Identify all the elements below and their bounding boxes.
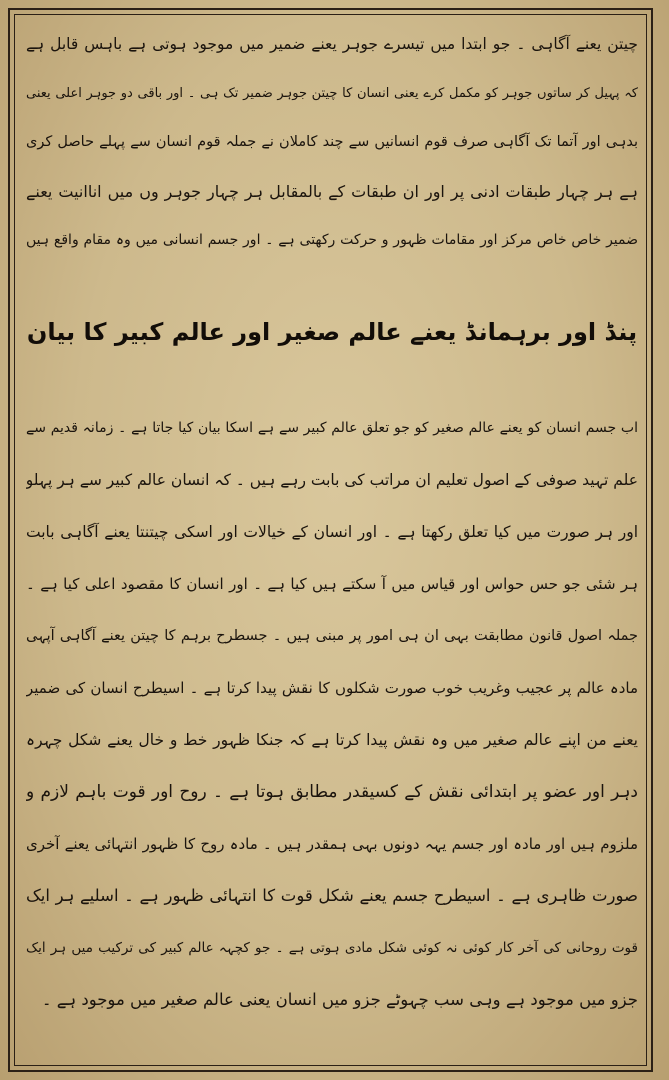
text-line: مادہ عالم پر عجیب وغریب خوب صورت شکلوں کا نقش پیدا کرتا ہے ۔ اسیطرح انسان کی ضمیر xyxy=(26,679,638,697)
text-line: دہر اور عضو پر ابتدائی نقش کے کسیقدر مطابق ہوتا ہے ۔ روح اور قوت باہم لازم و xyxy=(26,782,638,802)
text-line: ضمیر خاص خاص مرکز اور مقامات ظہور و حرکت رکھتی ہے ۔ اور جسم انسانی میں وہ مقام واقع ہیں xyxy=(26,232,638,248)
text-line: قوت روحانی کی آخر کار کوئی نہ کوئی شکل مادی ہوتی ہے ۔ جو کچہہ عالم کبیر کی ترکیب میں ہر ایک xyxy=(26,940,638,956)
text-line: جزو میں موجود ہے وہی سب چہوٹے جزو میں انسان یعنی عالم صغیر میں موجود ہے ۔ xyxy=(41,990,638,1009)
text-line: اور ہر صورت میں کیا تعلق رکھتا ہے ۔ اور انسان کے خیالات اور اسکی چیتنتا یعنے آگاہی بابت xyxy=(26,523,638,541)
text-line: یعنے من اپنے عالم صغیر میں وہ نقش پیدا کرتا ہے کہ جنکا ظہور خط و خال یعنے شکل چہرہ xyxy=(26,731,638,749)
text-line: اب جسم انسان کو یعنے عالم صغیر کو جو تعلق عالم کبیر سے ہے اسکا بیان کیا جاتا ہے ۔ زمانہ قدیم سے xyxy=(26,420,638,436)
text-line: علم تہید صوفی کے اصول تعلیم ان مراتب کی بابت رہے ہیں ۔ کہ انسان عالم کبیر سے ہر پہلو xyxy=(26,471,638,489)
intro-paragraph xyxy=(26,20,638,265)
body-paragraph xyxy=(26,402,638,1026)
text-line: ملزوم ہیں اور مادہ اور جسم یہہ دونوں بہی ہمقدر ہیں ۔ مادہ روح کا ظہور انتہائی یعنے آخری xyxy=(26,835,638,853)
text-line: جملہ اصول قانون مطابقت بہی ان ہی امور پر مبنی ہیں ۔ جسطرح برہم کا چیتن یعنے آگاہی آپہی xyxy=(26,628,638,644)
text-line: ہر شئی جو حس حواس اور قیاس میں آ سکتے ہیں کیا ہے ۔ اور انسان کا مقصود اعلی کیا ہے ۔ xyxy=(26,575,638,593)
text-line: ہے ہر چہار طبقات ادنی پر اور ان طبقات کے بالمقابل ہر چہار جوہر وں میں اناانیت یعنے xyxy=(26,182,638,201)
text-line: کہ پہیل کر ساتوں جوہر کو مکمل کرے یعنی انسان کا چیتن جوہر ضمیر تک ہی ۔ اور باقی دو جوہر اعلی یعنی xyxy=(26,86,638,101)
section-heading: پنڈ اور برہمانڈ یعنے عالم صغیر اور عالم کبیر کا بیان xyxy=(26,318,638,346)
text-line: صورت ظاہری ہے ۔ اسیطرح جسم یعنے شکل قوت کا انتہائی ظہور ہے ۔ اسلیے ہر ایک xyxy=(26,886,638,905)
text-line: بدہی اور آتما تک آگاہی صرف قوم انسانیں سے چند کاملان نے جملہ قوم انسان سے پہلے حاصل کری xyxy=(26,134,638,150)
text-line: چیتن یعنے آگاہی ۔ جو ابتدا میں تیسرے جوہر یعنے ضمیر میں موجود ہوتی ہے باہس قابل ہے xyxy=(26,35,638,53)
